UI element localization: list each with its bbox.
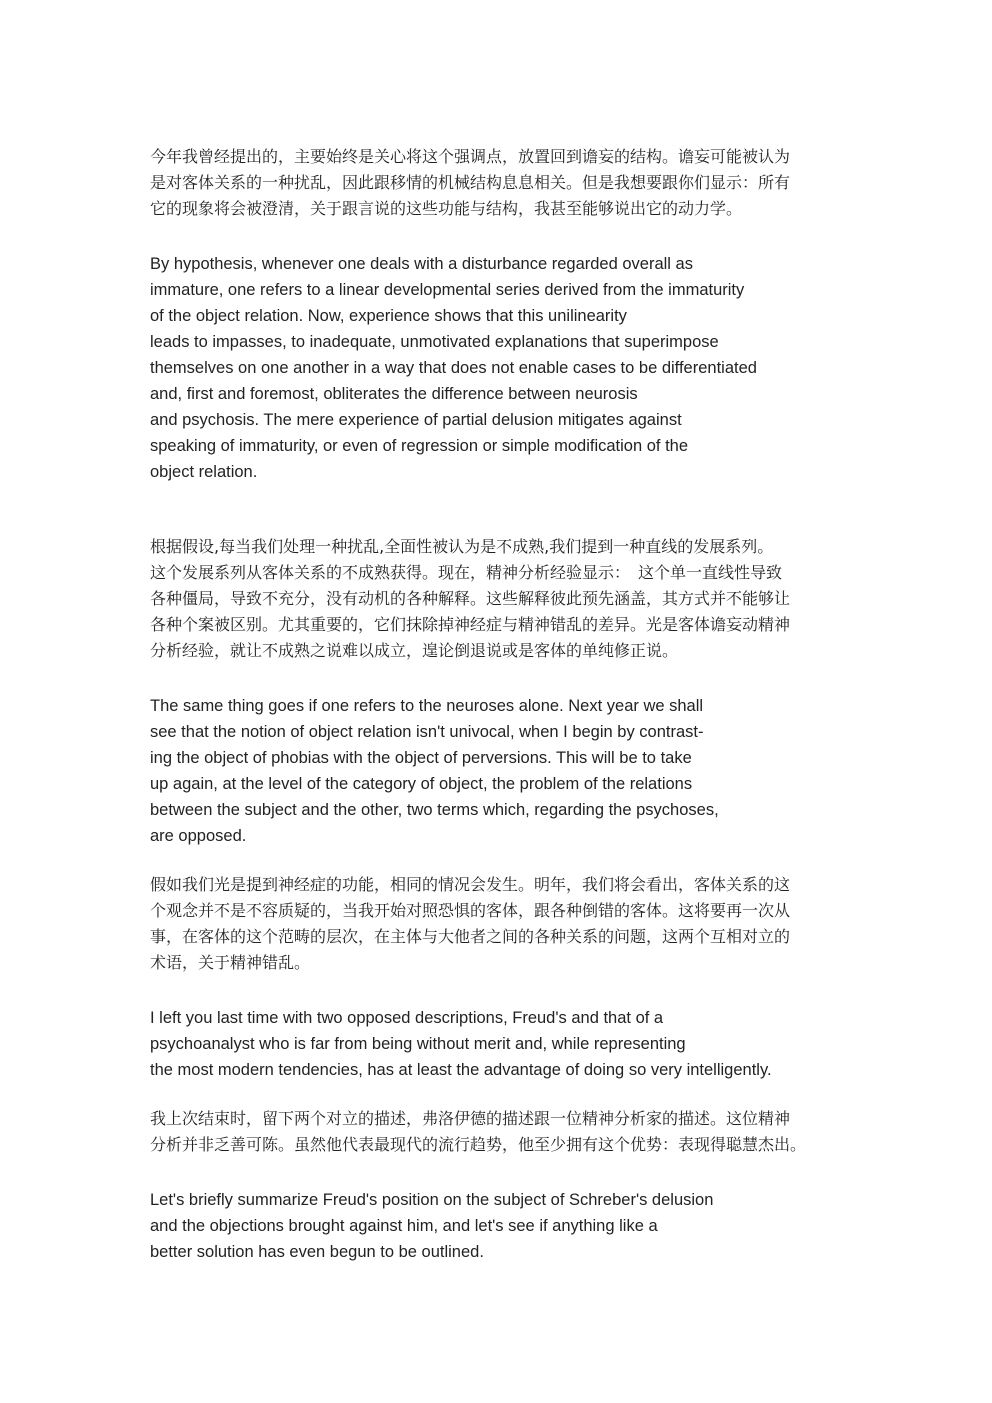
paragraph-zh-1 xyxy=(150,144,790,222)
text-line: 个观念并不是不容质疑的，当我开始对照恐惧的客体，跟各种倒错的客体。这将要再一次从 xyxy=(150,901,791,920)
text-line: 事，在客体的这个范畴的层次，在主体与大他者之间的各种关系的问题，这两个互相对立的 xyxy=(150,927,791,946)
paragraph-en-1 xyxy=(150,251,757,485)
paragraph-en-3 xyxy=(150,1005,772,1083)
text-line: 分析并非乏善可陈。虽然他代表最现代的流行趋势，他至少拥有这个优势：表现得聪慧杰出。 xyxy=(150,1135,807,1154)
text-line: speaking of immaturity, or even of regression or simple modification of the xyxy=(150,437,689,455)
text-line: 术语，关于精神错乱。 xyxy=(150,953,311,972)
text-line: 今年我曾经提出的，主要始终是关心将这个强调点，放置回到谵妄的结构。谵妄可能被认为 xyxy=(150,147,791,166)
text-line: 根据假设,每当我们处理一种扰乱,全面性被认为是不成熟,我们提到一种直线的发展系列。 xyxy=(150,537,774,556)
text-line: 是对客体关系的一种扰乱，因此跟移情的机械结构息息相关。但是我想要跟你们显示：所有 xyxy=(150,173,791,192)
paragraph-zh-3 xyxy=(150,872,790,976)
text-line: see that the notion of object relation isn't univocal, when I begin by contrast- xyxy=(150,723,704,741)
paragraph-en-2 xyxy=(150,693,719,849)
text-line: immature, one refers to a linear developmental series derived from the immaturity xyxy=(150,281,745,299)
text-line: 这个发展系列从客体关系的不成熟获得。现在，精神分析经验显示： 这个单一直线性导致 xyxy=(150,563,783,582)
text-line: the most modern tendencies, has at least the advantage of doing so very intelligently. xyxy=(150,1061,772,1079)
text-line: and, first and foremost, obliterates the difference between neurosis xyxy=(150,385,638,403)
text-line: Let's briefly summarize Freud's position on the subject of Schreber's delusion xyxy=(150,1191,714,1209)
text-line: 分析经验，就让不成熟之说难以成立，遑论倒退说或是客体的单纯修正说。 xyxy=(150,641,679,660)
text-line: and the objections brought against him, and let's see if anything like a xyxy=(150,1217,658,1235)
text-line: object relation. xyxy=(150,463,258,481)
text-line: I left you last time with two opposed descriptions, Freud's and that of a xyxy=(150,1009,664,1027)
text-line: 我上次结束时，留下两个对立的描述，弗洛伊德的描述跟一位精神分析家的描述。这位精神 xyxy=(150,1109,791,1128)
text-line: between the subject and the other, two terms which, regarding the psychoses, xyxy=(150,801,719,819)
text-line: 各种僵局，导致不充分，没有动机的各种解释。这些解释彼此预先涵盖，其方式并不能够让 xyxy=(150,589,791,608)
text-line: are opposed. xyxy=(150,827,247,845)
text-line: 各种个案被区别。尤其重要的，它们抹除掉神经症与精神错乱的差异。光是客体谵妄动精神 xyxy=(150,615,791,634)
text-line: better solution has even begun to be outlined. xyxy=(150,1243,484,1261)
text-line: 它的现象将会被澄清，关于跟言说的这些功能与结构，我甚至能够说出它的动力学。 xyxy=(150,199,743,218)
text-line: of the object relation. Now, experience shows that this unilinearity xyxy=(150,307,627,325)
text-line: up again, at the level of the category of object, the problem of the relations xyxy=(150,775,693,793)
paragraph-zh-4 xyxy=(150,1106,806,1158)
text-line: The same thing goes if one refers to the neuroses alone. Next year we shall xyxy=(150,697,704,715)
text-line: ing the object of phobias with the object of perversions. This will be to take xyxy=(150,749,692,767)
paragraph-zh-2 xyxy=(150,534,790,664)
text-line: 假如我们光是提到神经症的功能，相同的情况会发生。明年，我们将会看出，客体关系的这 xyxy=(150,875,791,894)
text-line: leads to impasses, to inadequate, unmotivated explanations that superimpose xyxy=(150,333,719,351)
text-line: By hypothesis, whenever one deals with a disturbance regarded overall as xyxy=(150,255,693,273)
text-line: themselves on one another in a way that does not enable cases to be differentiated xyxy=(150,359,757,377)
paragraph-en-4 xyxy=(150,1187,713,1265)
text-line: psychoanalyst who is far from being without merit and, while representing xyxy=(150,1035,686,1053)
text-line: and psychosis. The mere experience of partial delusion mitigates against xyxy=(150,411,682,429)
